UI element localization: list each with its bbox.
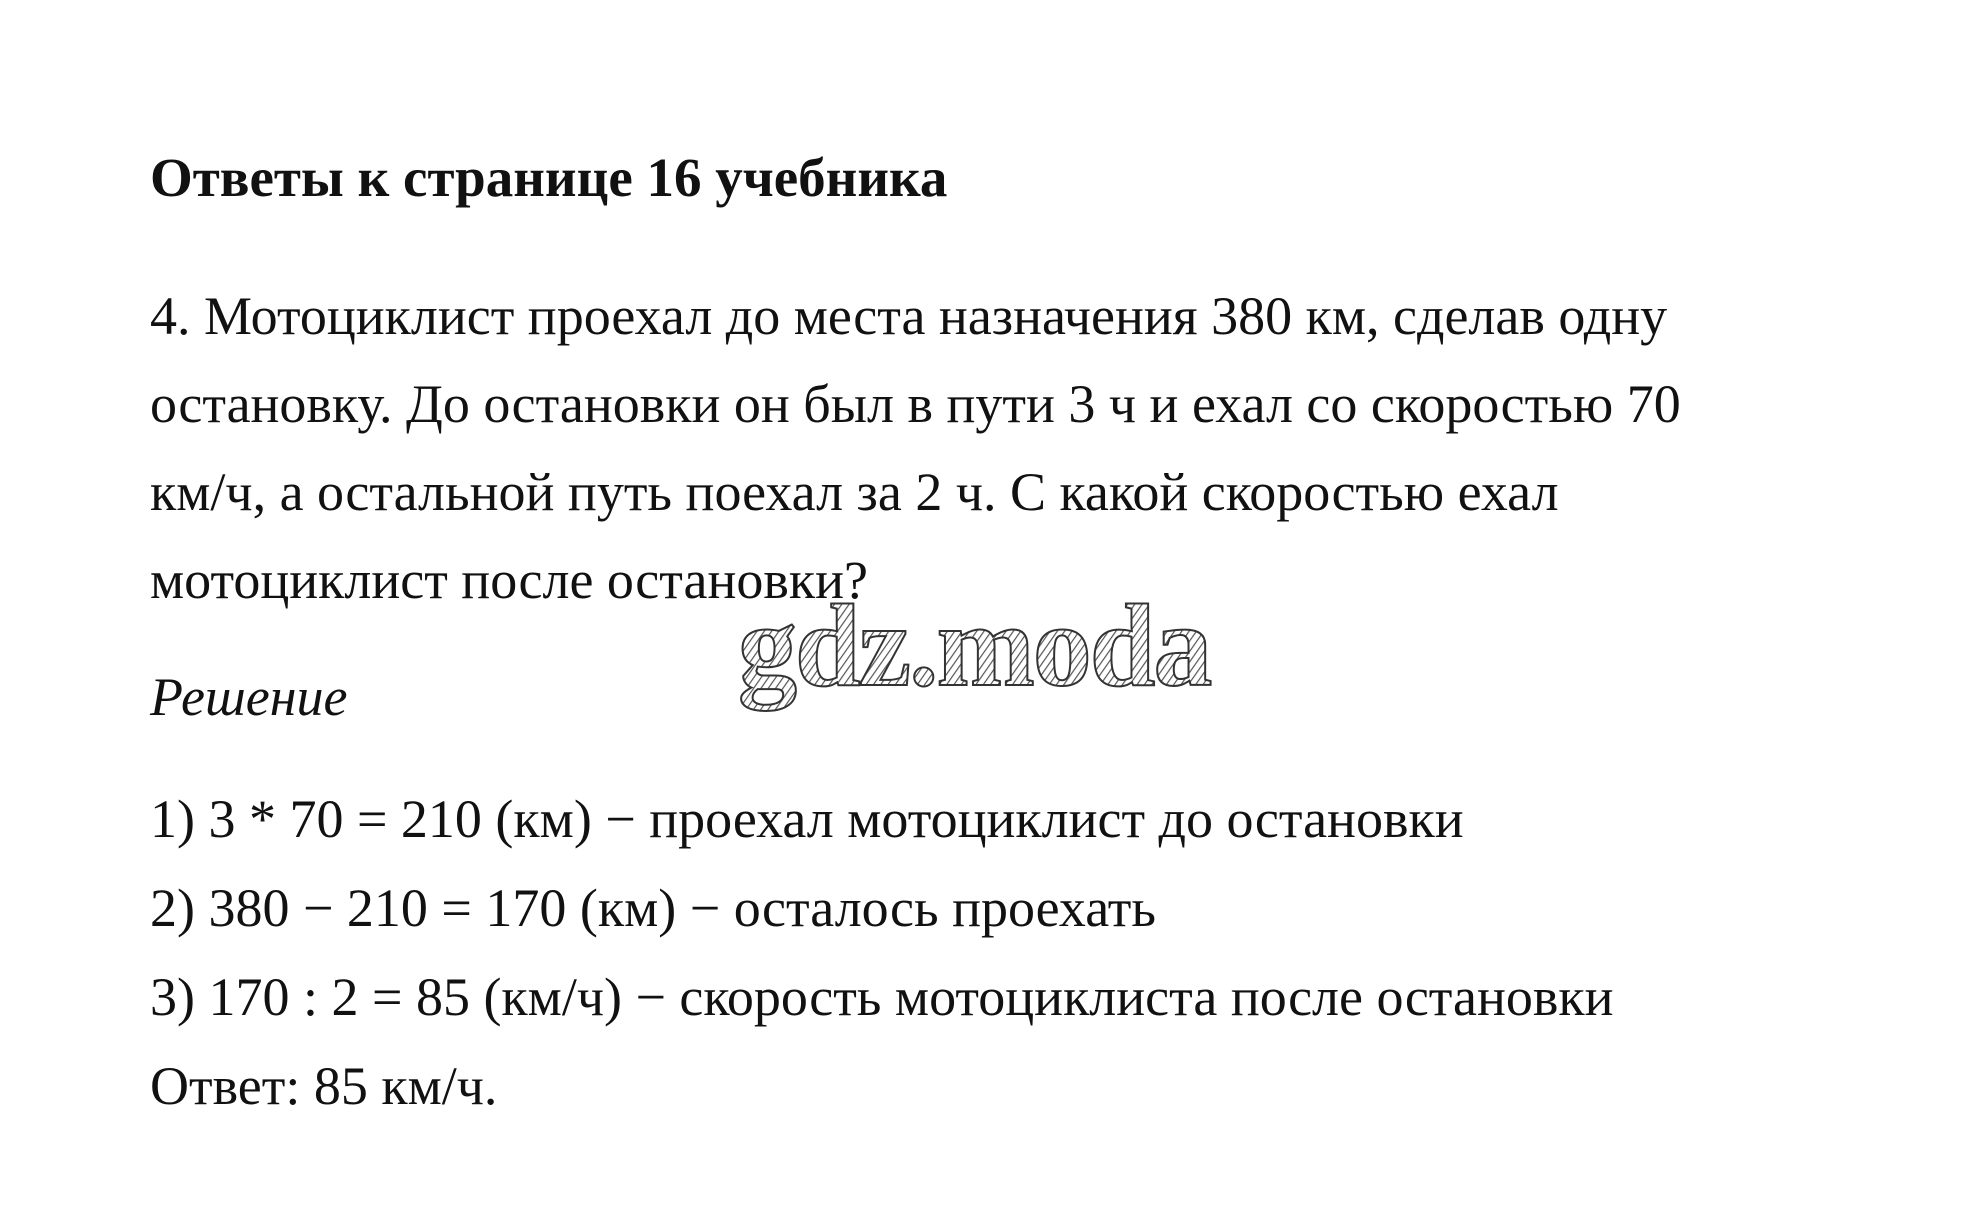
svg-text:gdz.moda: gdz.moda <box>738 585 1211 711</box>
problem-line: км/ч, а остальной путь поехал за 2 ч. С какой скоростью ехал <box>150 462 1559 522</box>
solution-heading: Решение <box>150 667 348 727</box>
page-title: Ответы к странице 16 учебника <box>150 147 948 208</box>
solution-step: 2) 380 − 210 = 170 (км) − осталось проехать <box>150 878 1157 938</box>
answer-line: Ответ: 85 км/ч. <box>150 1056 498 1116</box>
problem-line: 4. Мотоциклист проехал до места назначения 380 км, сделав одну <box>150 286 1668 346</box>
solution-step: 1) 3 * 70 = 210 (км) − проехал мотоциклист до остановки <box>150 789 1464 849</box>
problem-line: остановку. До остановки он был в пути 3 ч и ехал со скоростью 70 <box>150 374 1681 434</box>
solution-steps <box>150 775 1614 1131</box>
problem-line: мотоциклист после остановки? <box>150 550 868 610</box>
solution-step: 3) 170 : 2 = 85 (км/ч) − скорость мотоциклиста после остановки <box>150 967 1614 1027</box>
watermark-logo <box>730 585 1290 735</box>
problem-statement <box>150 272 1870 624</box>
